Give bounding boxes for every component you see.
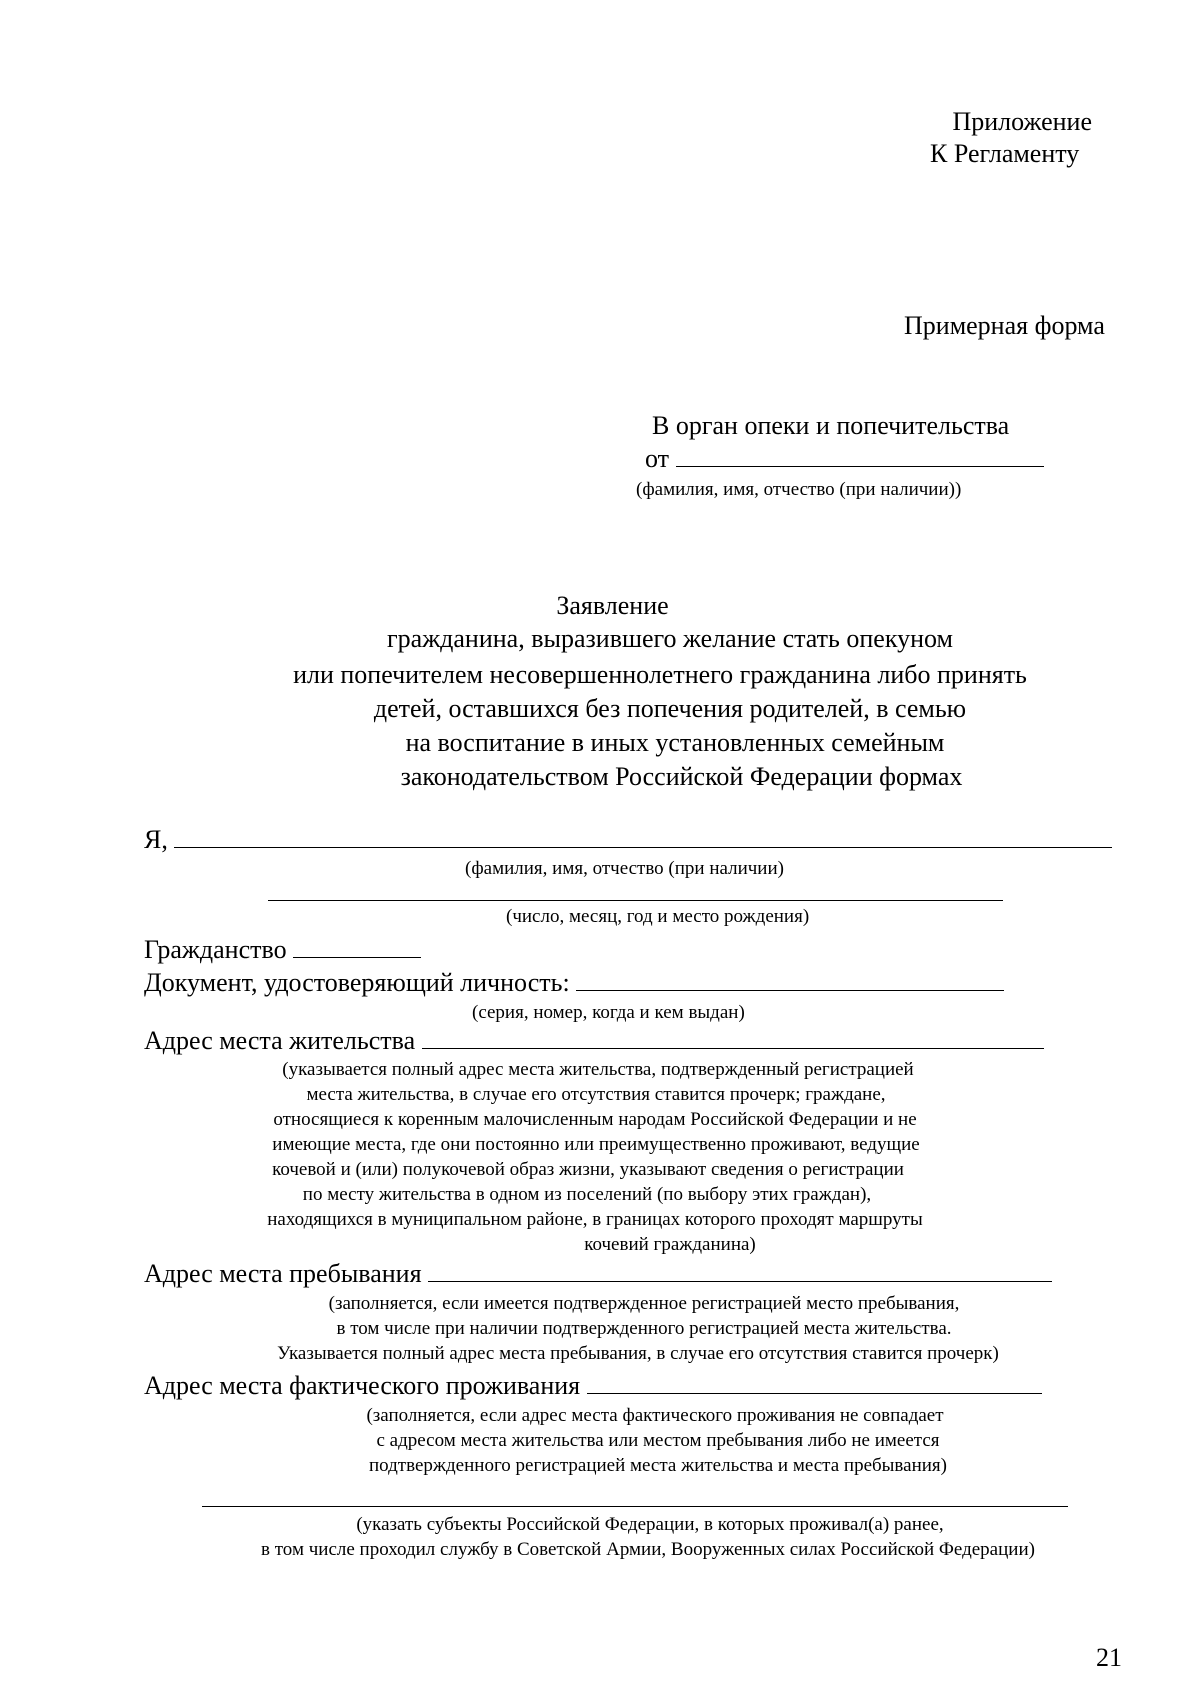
residence-hint-line: имеющие места, где они постоянно или преимущественно проживают, ведущие xyxy=(272,1134,920,1155)
from-hint: (фамилия, имя, отчество (при наличии)) xyxy=(636,479,962,500)
residence-hint-line: (указывается полный адрес места жительства, подтвержденный регистрацией xyxy=(282,1059,914,1080)
page-number: 21 xyxy=(1096,1643,1122,1672)
residence-hint-line: кочевий гражданина) xyxy=(584,1234,756,1255)
reglament-label: К Регламенту xyxy=(930,139,1080,168)
residence-hint xyxy=(0,1057,1200,1257)
addressee-from-row xyxy=(645,443,1044,475)
title-line-3: детей, оставшихся без попечения родителей, в семью xyxy=(373,694,967,723)
residence-label: Адрес места жительства xyxy=(144,1026,416,1055)
fio-hint: (фамилия, имя, отчество (при наличии) xyxy=(465,858,784,879)
regions-field[interactable] xyxy=(202,1506,1068,1507)
regions-hint-line: (указать субъекты Российской Федерации, в которых проживал(а) ранее, xyxy=(356,1514,944,1535)
citizenship-field[interactable] xyxy=(293,956,421,958)
addressee-to: В орган опеки и попечительства xyxy=(652,411,1010,440)
sample-form-label: Примерная форма xyxy=(904,311,1105,340)
id-document-row xyxy=(144,967,1004,999)
residence-hint-line: находящихся в муниципальном районе, в границах которого проходят маршруты xyxy=(267,1209,923,1230)
stay-row xyxy=(144,1258,1052,1290)
id-document-field[interactable] xyxy=(576,989,1004,991)
appendix-label: Приложение xyxy=(952,107,1092,136)
residence-hint-line: относящиеся к коренным малочисленным народам Российской Федерации и не xyxy=(273,1109,917,1130)
i-label: Я, xyxy=(144,825,168,854)
stay-hint-line: в том числе при наличии подтвержденного регистрацией места жительства. xyxy=(336,1318,952,1339)
from-label: от xyxy=(645,444,670,473)
title-line-4: на воспитание в иных установленных семейным xyxy=(405,728,945,757)
from-field[interactable] xyxy=(676,465,1044,467)
title-line-1: гражданина, выразившего желание стать опекуном xyxy=(387,624,953,653)
fio-row xyxy=(144,824,1112,856)
birth-field[interactable] xyxy=(268,900,1003,901)
title-line-5: законодательством Российской Федерации формах xyxy=(400,762,963,791)
actual-label: Адрес места фактического проживания xyxy=(144,1371,581,1400)
residence-hint-line: места жительства, в случае его отсутствия ставится прочерк; граждане, xyxy=(306,1084,886,1105)
fio-field[interactable] xyxy=(174,846,1112,848)
actual-hint-line: подтвержденного регистрацией места жительства и места пребывания) xyxy=(369,1455,947,1476)
actual-hint-line: с адресом места жительства или местом пребывания либо не имеется xyxy=(376,1430,940,1451)
actual-field[interactable] xyxy=(587,1392,1042,1394)
citizenship-row xyxy=(144,934,421,966)
stay-hint-line: (заполняется, если имеется подтвержденное регистрацией место пребывания, xyxy=(328,1293,960,1314)
residence-hint-line: кочевой и (или) полукочевой образ жизни, указывают сведения о регистрации xyxy=(272,1159,904,1180)
actual-row xyxy=(144,1370,1042,1402)
residence-row xyxy=(144,1025,1044,1057)
document-title: Заявление xyxy=(556,591,669,620)
residence-hint-line: по месту жительства в одном из поселений (по выбору этих граждан), xyxy=(302,1184,872,1205)
actual-hint-line: (заполняется, если адрес места фактического проживания не совпадает xyxy=(366,1405,944,1426)
stay-label: Адрес места пребывания xyxy=(144,1259,422,1288)
regions-hint-line: в том числе проходил службу в Советской Армии, Вооруженных силах Российской Федерации) xyxy=(261,1539,1035,1560)
residence-field[interactable] xyxy=(422,1047,1044,1049)
birth-hint: (число, месяц, год и место рождения) xyxy=(506,906,810,927)
regions-hint xyxy=(0,1512,1200,1562)
stay-hint-line: Указывается полный адрес места пребывания, в случае его отсутствия ставится прочерк) xyxy=(277,1343,999,1364)
citizenship-label: Гражданство xyxy=(144,935,287,964)
stay-field[interactable] xyxy=(428,1280,1052,1282)
id-document-label: Документ, удостоверяющий личность: xyxy=(144,968,570,997)
actual-hint xyxy=(0,1403,1200,1478)
id-document-hint: (серия, номер, когда и кем выдан) xyxy=(472,1002,745,1023)
title-line-2: или попечителем несовершеннолетнего гражданина либо принять xyxy=(293,660,1027,689)
stay-hint xyxy=(0,1291,1200,1366)
